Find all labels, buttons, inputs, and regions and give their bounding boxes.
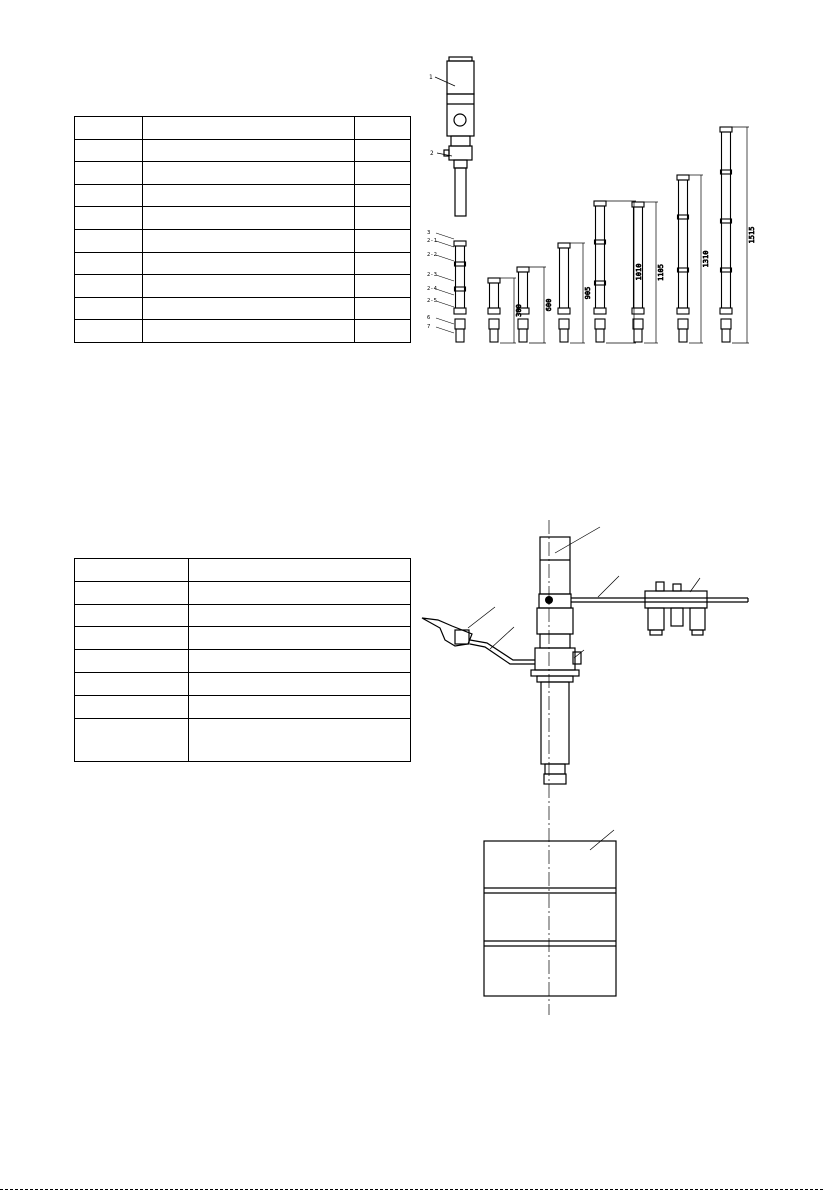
install-table-cell bbox=[188, 650, 410, 673]
install-table-cell bbox=[75, 672, 189, 695]
parts-table-row bbox=[75, 184, 411, 207]
parts-table-row bbox=[75, 117, 411, 140]
parts-table-cell bbox=[75, 207, 143, 230]
callout-leader bbox=[436, 241, 454, 247]
tube-callout: 7 bbox=[427, 324, 431, 330]
callout-leader bbox=[436, 318, 454, 324]
dimension-line bbox=[644, 202, 665, 343]
parts-table-cell bbox=[355, 275, 411, 298]
parts-table-cell bbox=[142, 320, 354, 343]
callout-leader bbox=[436, 327, 454, 333]
parts-table-cell bbox=[142, 275, 354, 298]
parts-table-cell bbox=[355, 162, 411, 185]
callout-leader bbox=[436, 275, 454, 281]
install-table bbox=[74, 558, 411, 762]
parts-table-row bbox=[75, 207, 411, 230]
parts-table-cell bbox=[142, 229, 354, 252]
tube-callout: 2-2 bbox=[427, 252, 437, 258]
install-table-row bbox=[75, 581, 411, 604]
install-table-cell bbox=[188, 695, 410, 718]
install-table-cell bbox=[188, 559, 410, 582]
install-table-row bbox=[75, 672, 411, 695]
parts-table-row bbox=[75, 297, 411, 320]
parts-table-cell bbox=[75, 117, 143, 140]
install-table-row bbox=[75, 650, 411, 673]
parts-table-cell bbox=[142, 117, 354, 140]
dimension-label: 600 bbox=[545, 298, 553, 312]
tube-callout: 2-1 bbox=[427, 238, 437, 244]
parts-table-row bbox=[75, 275, 411, 298]
install-table-row bbox=[75, 695, 411, 718]
tube-variant bbox=[720, 127, 732, 342]
install-table-cell bbox=[188, 604, 410, 627]
install-table-cell bbox=[75, 604, 189, 627]
dimension-label: 1310 bbox=[702, 250, 710, 268]
dimension-line bbox=[570, 243, 592, 343]
parts-table-cell bbox=[355, 297, 411, 320]
parts-table-row bbox=[75, 139, 411, 162]
dimension-label: 1105 bbox=[657, 264, 665, 281]
dimension-label: 300 bbox=[515, 304, 523, 317]
parts-table-cell bbox=[142, 207, 354, 230]
install-table-row bbox=[75, 559, 411, 582]
tube-variant bbox=[454, 241, 466, 342]
install-table-cell bbox=[75, 559, 189, 582]
tube-variant bbox=[594, 201, 606, 342]
tube-variant bbox=[677, 175, 689, 342]
callout-leader bbox=[436, 289, 454, 295]
install-table-cell bbox=[75, 650, 189, 673]
install-table-cell bbox=[75, 718, 189, 761]
parts-table-cell bbox=[355, 117, 411, 140]
dimension-label: 1515 bbox=[748, 226, 756, 244]
parts-table-row bbox=[75, 162, 411, 185]
install-table-cell bbox=[75, 581, 189, 604]
parts-table-cell bbox=[142, 184, 354, 207]
parts-table-cell bbox=[142, 297, 354, 320]
parts-table-cell bbox=[75, 252, 143, 275]
callout-leader bbox=[436, 255, 454, 261]
parts-table-cell bbox=[75, 297, 143, 320]
parts-table-row bbox=[75, 320, 411, 343]
dimension-line bbox=[732, 127, 756, 343]
parts-table-cell bbox=[355, 207, 411, 230]
page-edge-rule bbox=[0, 1189, 823, 1190]
parts-table-cell bbox=[355, 252, 411, 275]
install-table-cell bbox=[188, 627, 410, 650]
install-table-cell bbox=[188, 581, 410, 604]
install-table-row bbox=[75, 604, 411, 627]
dimension-line bbox=[689, 175, 710, 343]
install-table-cell bbox=[188, 672, 410, 695]
parts-table-cell bbox=[75, 275, 143, 298]
install-table-cell bbox=[188, 718, 410, 761]
dimension-label: 905 bbox=[584, 286, 592, 300]
dimension-label: 1010 bbox=[635, 263, 643, 281]
parts-table-cell bbox=[142, 162, 354, 185]
parts-table-cell bbox=[355, 139, 411, 162]
parts-table-cell bbox=[75, 229, 143, 252]
callout-leader bbox=[436, 301, 454, 307]
pump-port-icon bbox=[545, 596, 553, 604]
tube-callout: 6 bbox=[427, 315, 431, 321]
parts-table-cell bbox=[75, 184, 143, 207]
tube-variant bbox=[488, 278, 500, 342]
parts-table-row bbox=[75, 252, 411, 275]
tube-callout: 2-5 bbox=[427, 298, 437, 304]
tube-callout: 2-3 bbox=[427, 272, 437, 278]
parts-table-cell bbox=[142, 139, 354, 162]
callout-leader bbox=[436, 233, 454, 239]
parts-table-row bbox=[75, 229, 411, 252]
tube-variant bbox=[558, 243, 570, 342]
parts-table-cell bbox=[75, 320, 143, 343]
dimension-line bbox=[529, 267, 553, 343]
installation-drawing bbox=[415, 520, 775, 1020]
callout-2: 2 bbox=[430, 150, 434, 157]
parts-table-cell bbox=[75, 139, 143, 162]
dimension-line bbox=[606, 201, 643, 343]
parts-table-cell bbox=[75, 162, 143, 185]
parts-table-cell bbox=[355, 184, 411, 207]
callout-1: 1 bbox=[429, 74, 433, 81]
install-table-row bbox=[75, 627, 411, 650]
install-table-cell bbox=[75, 695, 189, 718]
install-table-row bbox=[75, 718, 411, 761]
parts-table-cell bbox=[142, 252, 354, 275]
suction-tube-drawing bbox=[420, 120, 823, 350]
install-table-cell bbox=[75, 627, 189, 650]
tube-callout: 2-4 bbox=[427, 286, 437, 292]
parts-table bbox=[74, 116, 411, 343]
parts-table-cell bbox=[355, 229, 411, 252]
parts-table-cell bbox=[355, 320, 411, 343]
tube-callout: 3 bbox=[427, 230, 431, 236]
